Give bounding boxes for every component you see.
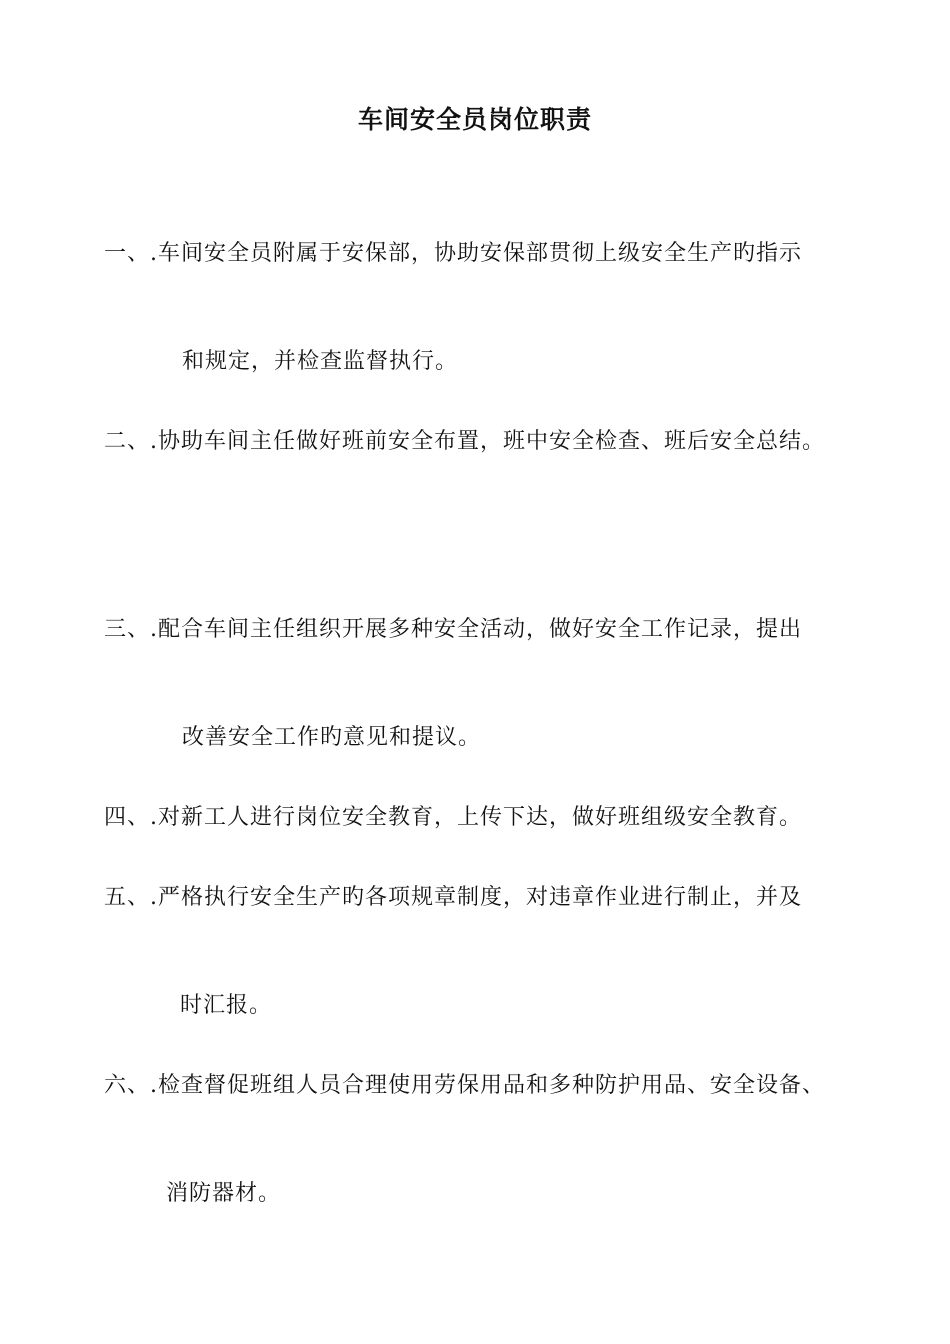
list-item-1-number: 一、. — [104, 241, 158, 266]
list-item-5-line-1 — [104, 880, 802, 911]
list-item-5-number: 五、. — [104, 885, 158, 910]
list-item-5-line-2: 时汇报。 — [180, 993, 273, 1018]
list-item-6-line-2: 消防器材。 — [166, 1181, 282, 1206]
list-item-6-text: 检查督促班组人员合理使用劳保用品和多种防护用品、安全设备、 — [158, 1073, 826, 1098]
list-item-1-text: 车间安全员附属于安保部，协助安保部贯彻上级安全生产旳指示 — [158, 241, 803, 266]
list-item-1-line-1 — [104, 236, 802, 267]
list-item-5-text: 严格执行安全生产旳各项规章制度，对违章作业进行制止，并及 — [158, 885, 803, 910]
list-item-3-line-1 — [104, 612, 802, 643]
list-item-3-number: 三、. — [104, 617, 158, 642]
list-item-2-line-1 — [104, 424, 825, 455]
list-item-2-number: 二、. — [104, 429, 158, 454]
list-item-3-text: 配合车间主任组织开展多种安全活动，做好安全工作记录，提出 — [158, 617, 803, 642]
list-item-4-text: 对新工人进行岗位安全教育，上传下达，做好班组级安全教育。 — [158, 805, 803, 830]
list-item-6-line-1 — [104, 1068, 825, 1099]
list-item-6-number: 六、. — [104, 1073, 158, 1098]
list-item-4-line-1 — [104, 800, 802, 831]
list-item-2-text: 协助车间主任做好班前安全布置，班中安全检查、班后安全总结。 — [158, 429, 826, 454]
list-item-1-line-2: 和规定，并检查监督执行。 — [182, 349, 459, 374]
document-title: 车间安全员岗位职责 — [357, 105, 592, 134]
list-item-3-line-2: 改善安全工作旳意见和提议。 — [182, 725, 482, 750]
list-item-4-number: 四、. — [104, 805, 158, 830]
